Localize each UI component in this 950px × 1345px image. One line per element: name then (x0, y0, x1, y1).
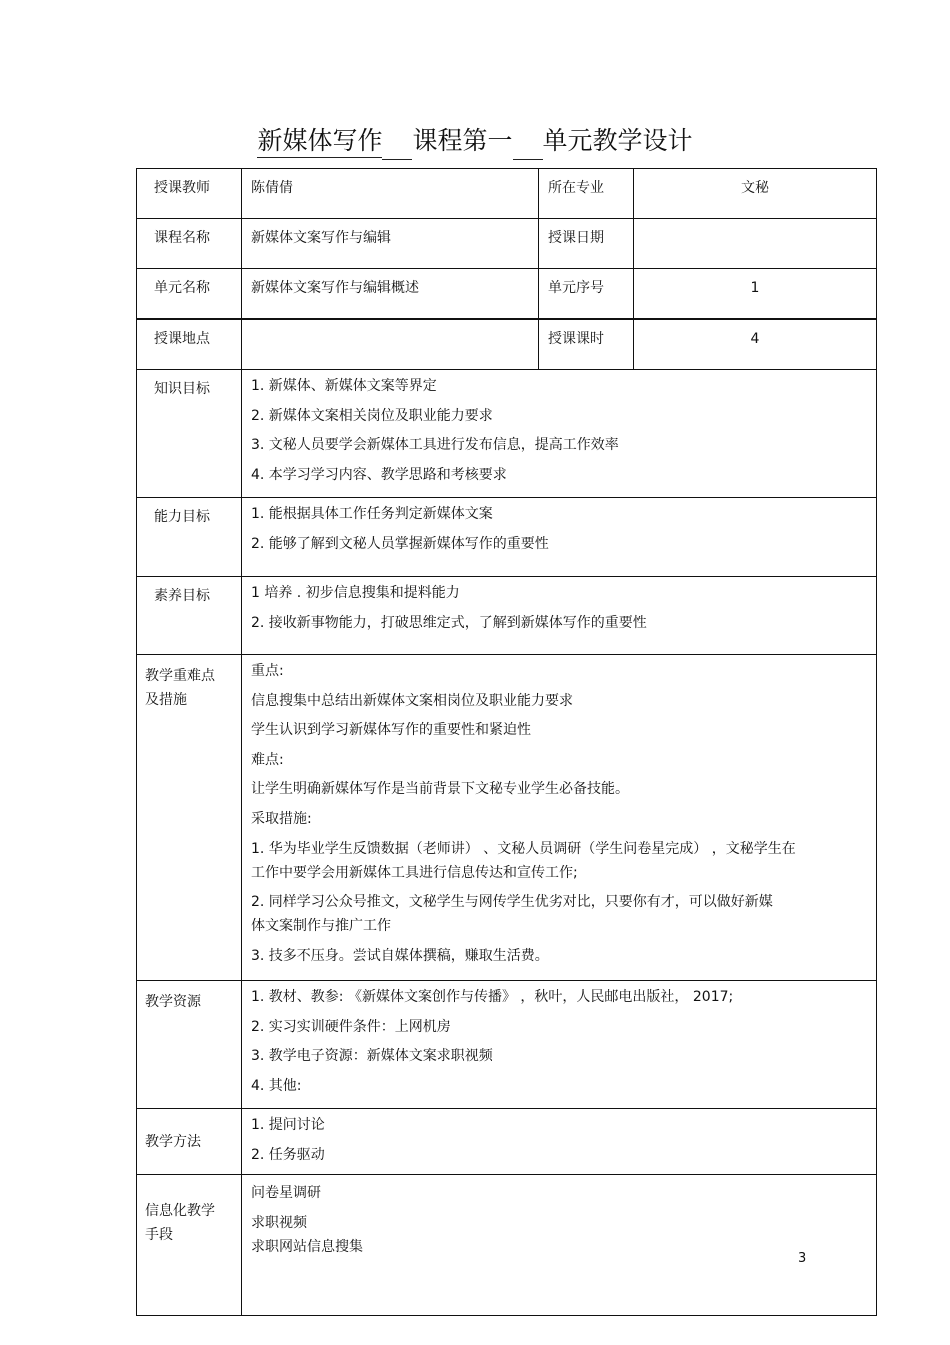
list-item: 重点: (251, 663, 284, 679)
list-item: 体文案制作与推广工作 (251, 918, 391, 935)
ability-goals-list (242, 498, 877, 577)
title-design: 单元教学设计 (542, 126, 693, 155)
hours-value: 4 (634, 319, 877, 370)
unit-value: 新媒体文案写作与编辑概述 (242, 269, 539, 320)
list-item: 4. 其他: (251, 1077, 302, 1094)
list-item: 2. 新媒体文案相关岗位及职业能力要求 (251, 407, 493, 424)
title-underline-blank (513, 127, 543, 160)
teacher-row (137, 169, 877, 219)
difficulty-row (137, 655, 877, 981)
course-label: 课程名称 (137, 219, 242, 269)
place-row (137, 319, 877, 370)
list-item: 1. 教材、教参: 《新媒体文案创作与传播》 ，秋叶，人民邮电出版社， 2017; (251, 989, 734, 1005)
unit-number-value: 1 (634, 269, 877, 320)
resources-row (137, 981, 877, 1109)
it-means-label: 信息化教学 手段 (137, 1175, 242, 1316)
list-item: 2. 能够了解到文秘人员掌握新媒体写作的重要性 (251, 535, 549, 552)
list-item: 信息搜集中总结出新媒体文案相岗位及职业能力要求 (251, 692, 573, 709)
unit-label: 单元名称 (137, 269, 242, 320)
list-item: 1. 华为毕业学生反馈数据（老师讲） 、文秘人员调研（学生问卷星完成） ，文秘学生在 (251, 840, 796, 857)
methods-list (242, 1109, 877, 1175)
resources-label: 教学资源 (137, 981, 242, 1109)
it-means-row (137, 1175, 877, 1316)
teacher-label: 授课教师 (137, 169, 242, 219)
list-item: 1. 能根据具体工作任务判定新媒体文案 (251, 506, 493, 522)
unit-row (137, 269, 877, 320)
teaching-design-table (136, 168, 877, 1316)
list-item: 问卷星调研 (251, 1185, 321, 1202)
page-number: 3 (798, 1251, 807, 1266)
knowledge-goals-row (137, 370, 877, 498)
methods-row (137, 1109, 877, 1175)
list-item: 1. 提问讨论 (251, 1117, 325, 1133)
title-course-unit: 课程第一 (412, 126, 513, 155)
unit-number-label: 单元序号 (539, 269, 634, 320)
course-value: 新媒体文案写作与编辑 (242, 219, 539, 269)
methods-label: 教学方法 (137, 1109, 242, 1175)
list-item: 工作中要学会用新媒体工具进行信息传达和宣传工作; (251, 864, 578, 881)
place-label: 授课地点 (137, 319, 242, 370)
date-value (634, 219, 877, 269)
quality-goals-row (137, 577, 877, 655)
it-means-list (242, 1175, 877, 1316)
list-item: 让学生明确新媒体写作是当前背景下文秘专业学生必备技能。 (251, 781, 629, 798)
major-label: 所在专业 (539, 169, 634, 219)
list-item: 3. 文秘人员要学会新媒体工具进行发布信息，提高工作效率 (251, 437, 619, 454)
list-item: 1 培养 . 初步信息搜集和提料能力 (251, 585, 460, 601)
list-item: 2. 实习实训硬件条件：上网机房 (251, 1018, 451, 1035)
place-value (242, 319, 539, 370)
hours-label: 授课课时 (539, 319, 634, 370)
list-item: 1. 新媒体、新媒体文案等界定 (251, 378, 437, 394)
list-item: 求职视频 (251, 1214, 307, 1231)
title-underline-blank (382, 127, 412, 160)
resources-list (242, 981, 877, 1109)
course-row (137, 219, 877, 269)
list-item: 求职网站信息搜集 (251, 1238, 363, 1255)
quality-goals-list (242, 577, 877, 655)
date-label: 授课日期 (539, 219, 634, 269)
list-item: 难点: (251, 751, 284, 768)
knowledge-goals-label: 知识目标 (137, 370, 242, 498)
ability-goals-label: 能力目标 (137, 498, 242, 577)
quality-goals-label: 素养目标 (137, 577, 242, 655)
list-item: 4. 本学习学习内容、教学思路和考核要求 (251, 466, 507, 483)
document-title (0, 122, 950, 160)
list-item: 3. 教学电子资源：新媒体文案求职视频 (251, 1048, 493, 1065)
teacher-value: 陈倩倩 (242, 169, 539, 219)
list-item: 3. 技多不压身。尝试自媒体撰稿，赚取生活费。 (251, 947, 549, 964)
difficulty-list (242, 655, 877, 981)
title-course-name: 新媒体写作 (257, 125, 382, 158)
major-value: 文秘 (634, 169, 877, 219)
list-item: 2. 接收新事物能力，打破思维定式，了解到新媒体写作的重要性 (251, 614, 647, 631)
list-item: 2. 任务驱动 (251, 1146, 325, 1163)
difficulty-label: 教学重难点 及措施 (137, 655, 242, 981)
ability-goals-row (137, 498, 877, 577)
knowledge-goals-list (242, 370, 877, 498)
list-item: 2. 同样学习公众号推文，文秘学生与网传学生优劣对比，只要你有才，可以做好新媒 (251, 894, 773, 911)
list-item: 采取措施: (251, 810, 312, 827)
list-item: 学生认识到学习新媒体写作的重要性和紧迫性 (251, 722, 531, 739)
